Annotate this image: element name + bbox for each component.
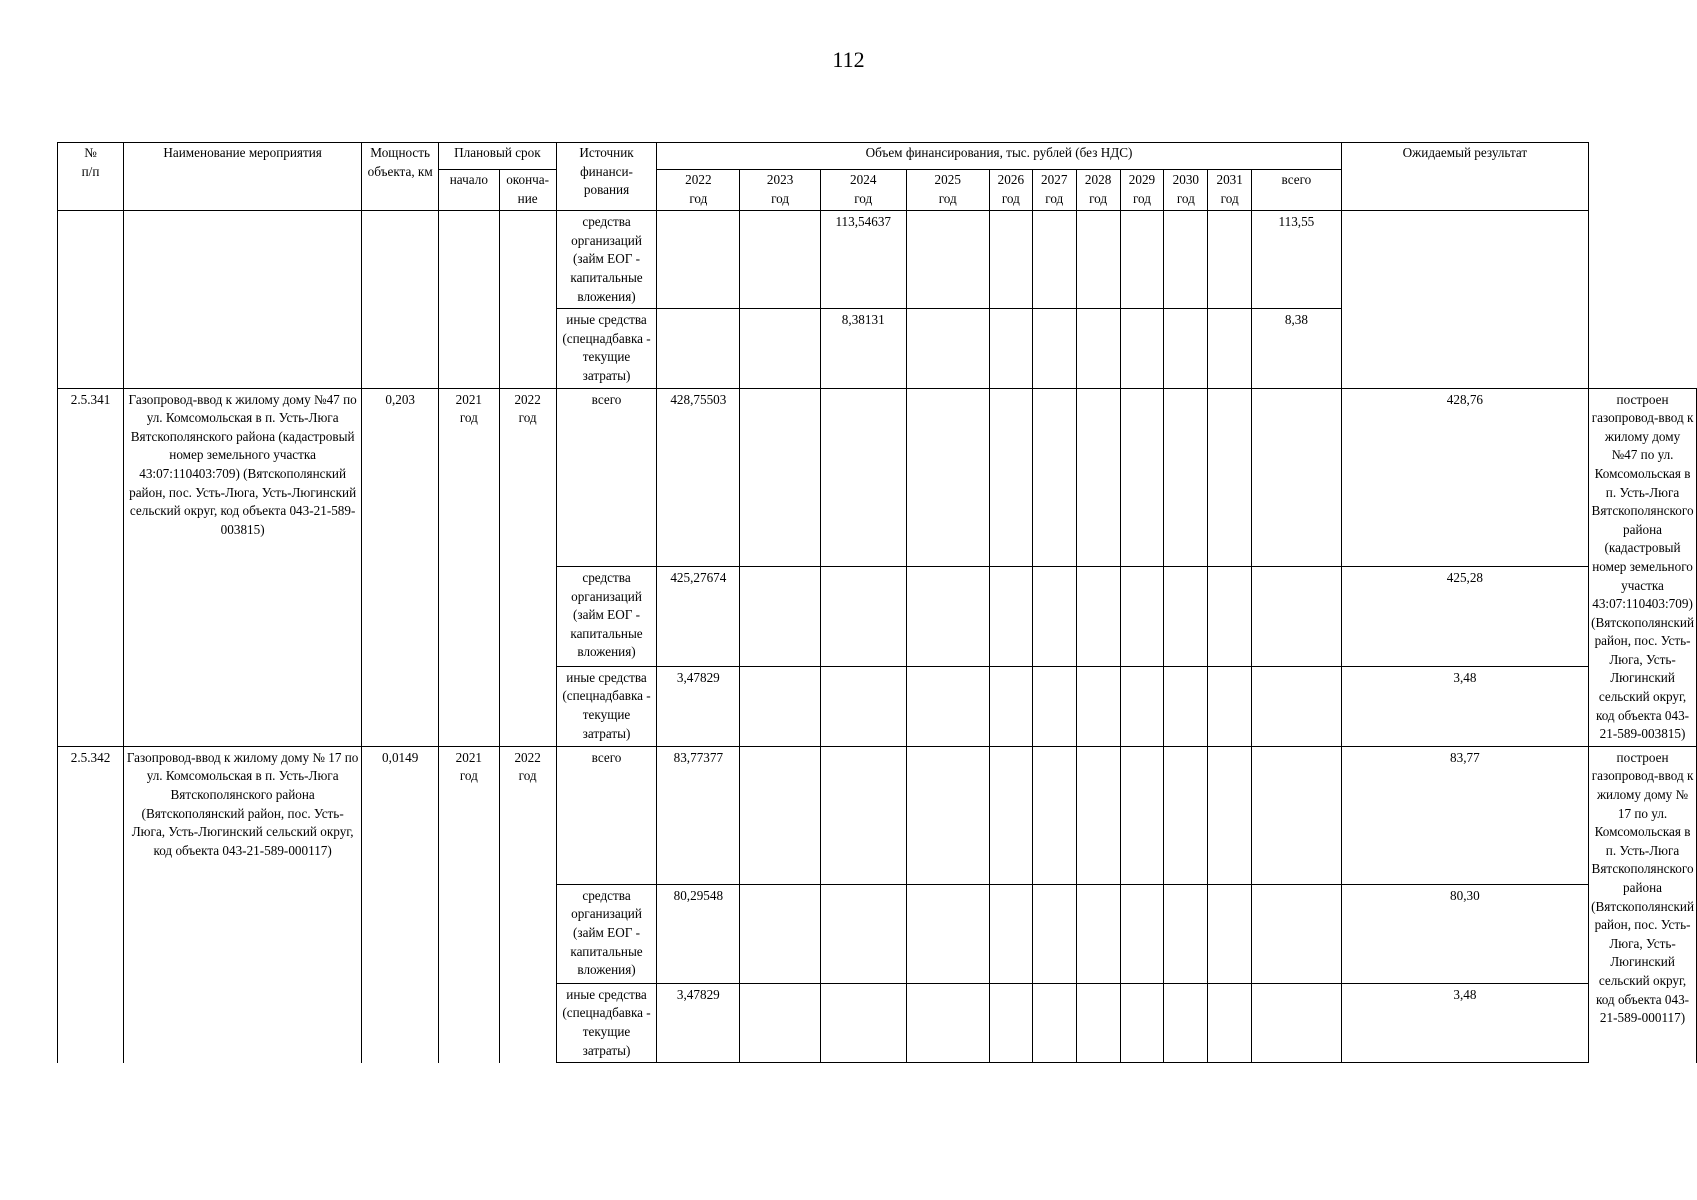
header-start: начало bbox=[439, 170, 499, 211]
header-year-2028: 2028 год bbox=[1076, 170, 1120, 211]
header-capacity: Мощность объекта, км bbox=[362, 143, 439, 211]
value-total: 3,48 bbox=[1341, 666, 1588, 746]
item-end: 2022 год bbox=[499, 388, 556, 746]
value-total: 80,30 bbox=[1341, 884, 1588, 983]
item-name: Газопровод-ввод к жилому дому №47 по ул. Комсомольская в п. Усть-Люга Вятскополянского района (кадастровый номер земельного участка 43:07:110403:709) (Вятскополянский район, пос. Усть-Люга, Усть-Люгинский сельский округ, код объекта 043-21-589-003815) bbox=[124, 388, 362, 746]
value-total: 3,48 bbox=[1341, 983, 1588, 1062]
item-name: Газопровод-ввод к жилому дому № 17 по ул. Комсомольская в п. Усть-Люга Вятскополянского района (Вятскополянский район, пос. Усть-Люга, Усть-Люгинский сельский округ, код объекта 043-21-589-000117) bbox=[124, 746, 362, 1062]
header-year-2022: 2022 год bbox=[657, 170, 740, 211]
table-row bbox=[58, 388, 1697, 566]
value-2024: 8,38131 bbox=[820, 309, 906, 388]
item-start: 2021 год bbox=[439, 746, 499, 1062]
value-2024: 113,54637 bbox=[820, 211, 906, 309]
funding-table bbox=[57, 142, 1697, 1063]
value-2022: 3,47829 bbox=[657, 666, 740, 746]
item-num: 2.5.342 bbox=[58, 746, 124, 1062]
page-number: 112 bbox=[832, 47, 865, 72]
header-period: Плановый срок bbox=[439, 143, 557, 170]
item-capacity: 0,0149 bbox=[362, 746, 439, 1062]
header-year-2023: 2023 год bbox=[740, 170, 821, 211]
value-2022: 3,47829 bbox=[657, 983, 740, 1062]
header-num: № п/п bbox=[58, 143, 124, 211]
value-2022: 83,77377 bbox=[657, 746, 740, 884]
item-num: 2.5.341 bbox=[58, 388, 124, 746]
item-end: 2022 год bbox=[499, 746, 556, 1062]
header-year-2027: 2027 год bbox=[1032, 170, 1076, 211]
header-source: Источник финанси- рования bbox=[556, 143, 657, 211]
header-total: всего bbox=[1252, 170, 1342, 211]
header-year-2025: 2025 год bbox=[906, 170, 989, 211]
value-2022: 428,75503 bbox=[657, 388, 740, 566]
source-cell: всего bbox=[556, 746, 657, 884]
item-result: построен газопровод-ввод к жилому дому № 17 по ул. Комсомольская в п. Усть-Люга Вятскополянского района (Вятскополянский район, пос. Усть-Люга, Усть-Люгинский сельский округ, код объекта 043-21-589-000117) bbox=[1589, 746, 1697, 1062]
header-year-2030: 2030 год bbox=[1164, 170, 1208, 211]
source-cell: средства организаций (займ ЕОГ - капитальные вложения) bbox=[556, 567, 657, 667]
header-year-2031: 2031 год bbox=[1208, 170, 1252, 211]
source-cell: иные средства (спецнадбавка - текущие затраты) bbox=[556, 309, 657, 388]
item-result: построен газопровод-ввод к жилому дому №47 по ул. Комсомольская в п. Усть-Люга Вятскополянского района (кадастровый номер земельного участка 43:07:110403:709) (Вятскополянский район, пос. Усть-Люга, Усть-Люгинский сельский округ, код объекта 043-21-589-003815) bbox=[1589, 388, 1697, 746]
value-total: 83,77 bbox=[1341, 746, 1588, 884]
table-row bbox=[58, 746, 1697, 884]
header-year-2029: 2029 год bbox=[1120, 170, 1164, 211]
value-total: 113,55 bbox=[1252, 211, 1342, 309]
value-2022: 80,29548 bbox=[657, 884, 740, 983]
header-result: Ожидаемый результат bbox=[1341, 143, 1588, 211]
table-row bbox=[58, 211, 1697, 309]
source-cell: иные средства (спецнадбавка - текущие затраты) bbox=[556, 983, 657, 1062]
value-total: 428,76 bbox=[1341, 388, 1588, 566]
header-year-2026: 2026 год bbox=[989, 170, 1032, 211]
header-funding: Объем финансирования, тыс. рублей (без НДС) bbox=[657, 143, 1341, 170]
header-year-2024: 2024 год bbox=[820, 170, 906, 211]
value-total: 8,38 bbox=[1252, 309, 1342, 388]
header-end: оконча- ние bbox=[499, 170, 556, 211]
source-cell: средства организаций (займ ЕОГ - капитальные вложения) bbox=[556, 211, 657, 309]
value-total: 425,28 bbox=[1341, 567, 1588, 667]
value-2022: 425,27674 bbox=[657, 567, 740, 667]
item-start: 2021 год bbox=[439, 388, 499, 746]
source-cell: всего bbox=[556, 388, 657, 566]
source-cell: средства организаций (займ ЕОГ - капитальные вложения) bbox=[556, 884, 657, 983]
item-capacity: 0,203 bbox=[362, 388, 439, 746]
source-cell: иные средства (спецнадбавка - текущие затраты) bbox=[556, 666, 657, 746]
header-name: Наименование мероприятия bbox=[124, 143, 362, 211]
